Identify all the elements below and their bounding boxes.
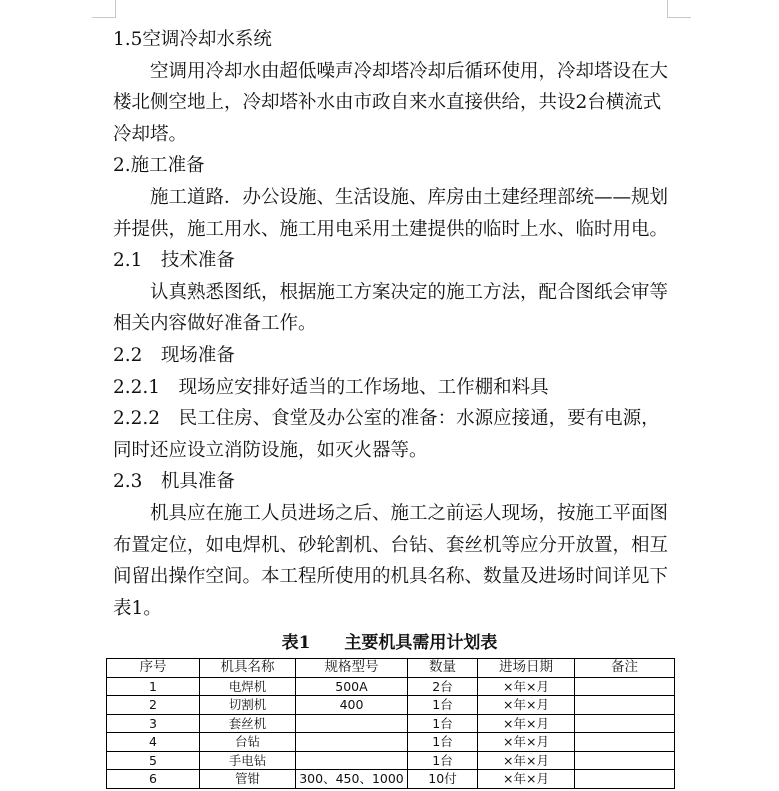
- table-cell: 套丝机: [200, 714, 296, 733]
- text-line: 机具应在施工人员进场之后、施工之前运人现场，按施工平面图: [150, 502, 669, 524]
- table-cell: 手电钻: [200, 751, 296, 770]
- text-line: 同时还应设立消防设施，如灭火器等。: [113, 439, 428, 461]
- table-cell: 台钻: [200, 733, 296, 752]
- table-body: [107, 677, 675, 788]
- table-cell: 1台: [408, 714, 478, 733]
- text-line: 2.2.1 现场应安排好适当的工作场地、工作棚和料具: [113, 376, 549, 398]
- table-cell: [296, 751, 408, 770]
- table-cell: ×年×月: [478, 677, 575, 696]
- table-row: [107, 733, 675, 752]
- table-cell: 1台: [408, 751, 478, 770]
- table-cell: ×年×月: [478, 696, 575, 715]
- text-line: 并提供，施工用水、施工用电采用土建提供的临时上水、临时用电。: [113, 218, 669, 240]
- table-cell: 切割机: [200, 696, 296, 715]
- table-cell: 400: [296, 696, 408, 715]
- table-cell: [296, 714, 408, 733]
- text-line: 2.1 技术准备: [113, 250, 235, 272]
- table-cell: ×年×月: [478, 751, 575, 770]
- column-header: 机具名称: [200, 659, 296, 678]
- table-cell: ×年×月: [478, 733, 575, 752]
- crop-mark-top-right: [667, 0, 668, 18]
- column-header: 进场日期: [478, 659, 575, 678]
- table-cell: 500A: [296, 677, 408, 696]
- text-line: 2.3 机具准备: [113, 471, 235, 493]
- table-cell: 3: [107, 714, 200, 733]
- table-cell: [575, 770, 675, 789]
- table-cell: 6: [107, 770, 200, 789]
- table-cell: 5: [107, 751, 200, 770]
- table-caption-label: 表1: [281, 633, 311, 653]
- text-line: 表1。: [113, 597, 162, 619]
- table-cell: [296, 733, 408, 752]
- crop-mark-top-left: [92, 17, 116, 18]
- text-line: 认真熟悉图纸，根据施工方案决定的施工方法，配合图纸会审等: [150, 281, 669, 303]
- text-line: 1.5空调冷却水系统: [113, 29, 272, 50]
- table-caption-title: 主要机具需用计划表: [344, 633, 498, 653]
- table-row: [107, 770, 675, 789]
- table-header-row: [107, 659, 675, 678]
- table-cell: ×年×月: [478, 714, 575, 733]
- column-header: 规格型号: [296, 659, 408, 678]
- column-header: 序号: [107, 659, 200, 678]
- table-cell: 4: [107, 733, 200, 752]
- text-line: 2.施工准备: [113, 155, 205, 177]
- table-cell: [575, 733, 675, 752]
- table-caption: [0, 631, 779, 655]
- table-cell: 10付: [408, 770, 478, 789]
- crop-mark-top-right: [667, 17, 691, 18]
- text-line: 冷却塔。: [113, 123, 188, 145]
- table-cell: ×年×月: [478, 770, 575, 789]
- column-header: 备注: [575, 659, 675, 678]
- table-row: [107, 751, 675, 770]
- column-header: 数量: [408, 659, 478, 678]
- table-cell: 1: [107, 677, 200, 696]
- table-row: [107, 696, 675, 715]
- text-line: 布置定位，如电焊机、砂轮割机、台钻、套丝机等应分开放置，相互: [113, 534, 669, 556]
- table-cell: 2: [107, 696, 200, 715]
- table-cell: [575, 677, 675, 696]
- text-line: 楼北侧空地上，冷却塔补水由市政自来水直接供给，共设2台横流式: [113, 92, 662, 114]
- crop-mark-top-left: [115, 0, 116, 18]
- text-line: 2.2.2 民工住房、食堂及办公室的准备：水源应接通，要有电源，: [113, 408, 660, 430]
- table-cell: [575, 751, 675, 770]
- table-cell: 300、450、1000: [296, 770, 408, 789]
- text-line: 相关内容做好准备工作。: [113, 313, 317, 335]
- table-row: [107, 714, 675, 733]
- text-line: 空调用冷却水由超低噪声冷却塔冷却后循环使用，冷却塔设在大: [150, 60, 669, 82]
- equipment-table: [106, 658, 675, 789]
- table-cell: 2台: [408, 677, 478, 696]
- table-cell: 电焊机: [200, 677, 296, 696]
- table-cell: 管钳: [200, 770, 296, 789]
- text-line: 间留出操作空间。本工程所使用的机具名称、数量及进场时间详见下: [113, 566, 669, 588]
- table-cell: 1台: [408, 696, 478, 715]
- text-line: 施工道路．办公设施、生活设施、库房由土建经理部统——规划: [150, 186, 669, 208]
- table-cell: [575, 696, 675, 715]
- text-line: 2.2 现场准备: [113, 344, 235, 366]
- table-row: [107, 677, 675, 696]
- table-cell: 1台: [408, 733, 478, 752]
- document-body: [113, 24, 673, 624]
- table-cell: [575, 714, 675, 733]
